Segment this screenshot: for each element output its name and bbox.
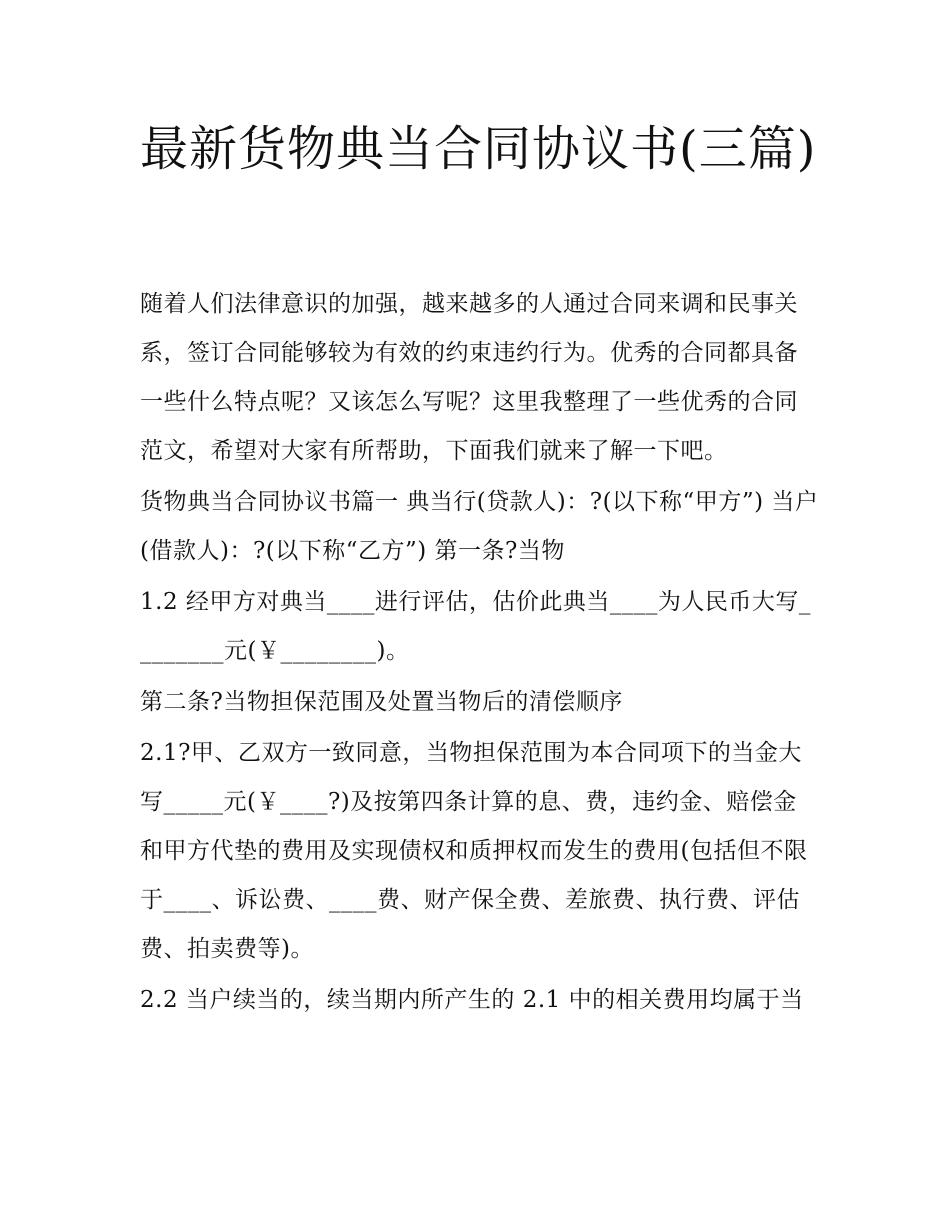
paragraph-intro: 随着人们法律意识的加强，越来越多的人通过合同来调和民事关系，签订合同能够较为有效的约束违约行为。优秀的合同都具备一些什么特点呢？又该怎么写呢？这里我整理了一些优秀的合同范文，希望对大家有所帮助，下面我们就来了解一下吧。 [140, 291, 798, 464]
paragraph-clause-1-2: 1.2 经甲方对典当____进行评估，估价此典当____为人民币大写________元(￥________)。 [140, 589, 811, 664]
paragraph-article-2-heading: 第二条?当物担保范围及处置当物后的清偿顺序 [140, 689, 623, 715]
paragraph-clause-2-1: 2.1?甲、乙双方一致同意，当物担保范围为本合同项下的当金大写_____元(￥____?)及按第四条计算的息、费，违约金、赔偿金和甲方代垫的费用及实现债权和质押权而发生的费用(包括但不限于____、诉讼费、____费、财产保全费、差旅费、执行费、评估费、拍卖费等)。 [140, 740, 808, 962]
paragraph-parties: 货物典当合同协议书篇一 典当行(贷款人)：?(以下称“甲方”) 当户(借款人)：?(以下称“乙方”) 第一条?当物 [140, 489, 819, 564]
paragraph-clause-2-2: 2.2 当户续当的，续当期内所产生的 2.1 中的相关费用均属于当 [140, 987, 804, 1013]
document-title: 最新货物典当合同协议书(三篇) [140, 121, 817, 177]
document-body [140, 280, 820, 1027]
